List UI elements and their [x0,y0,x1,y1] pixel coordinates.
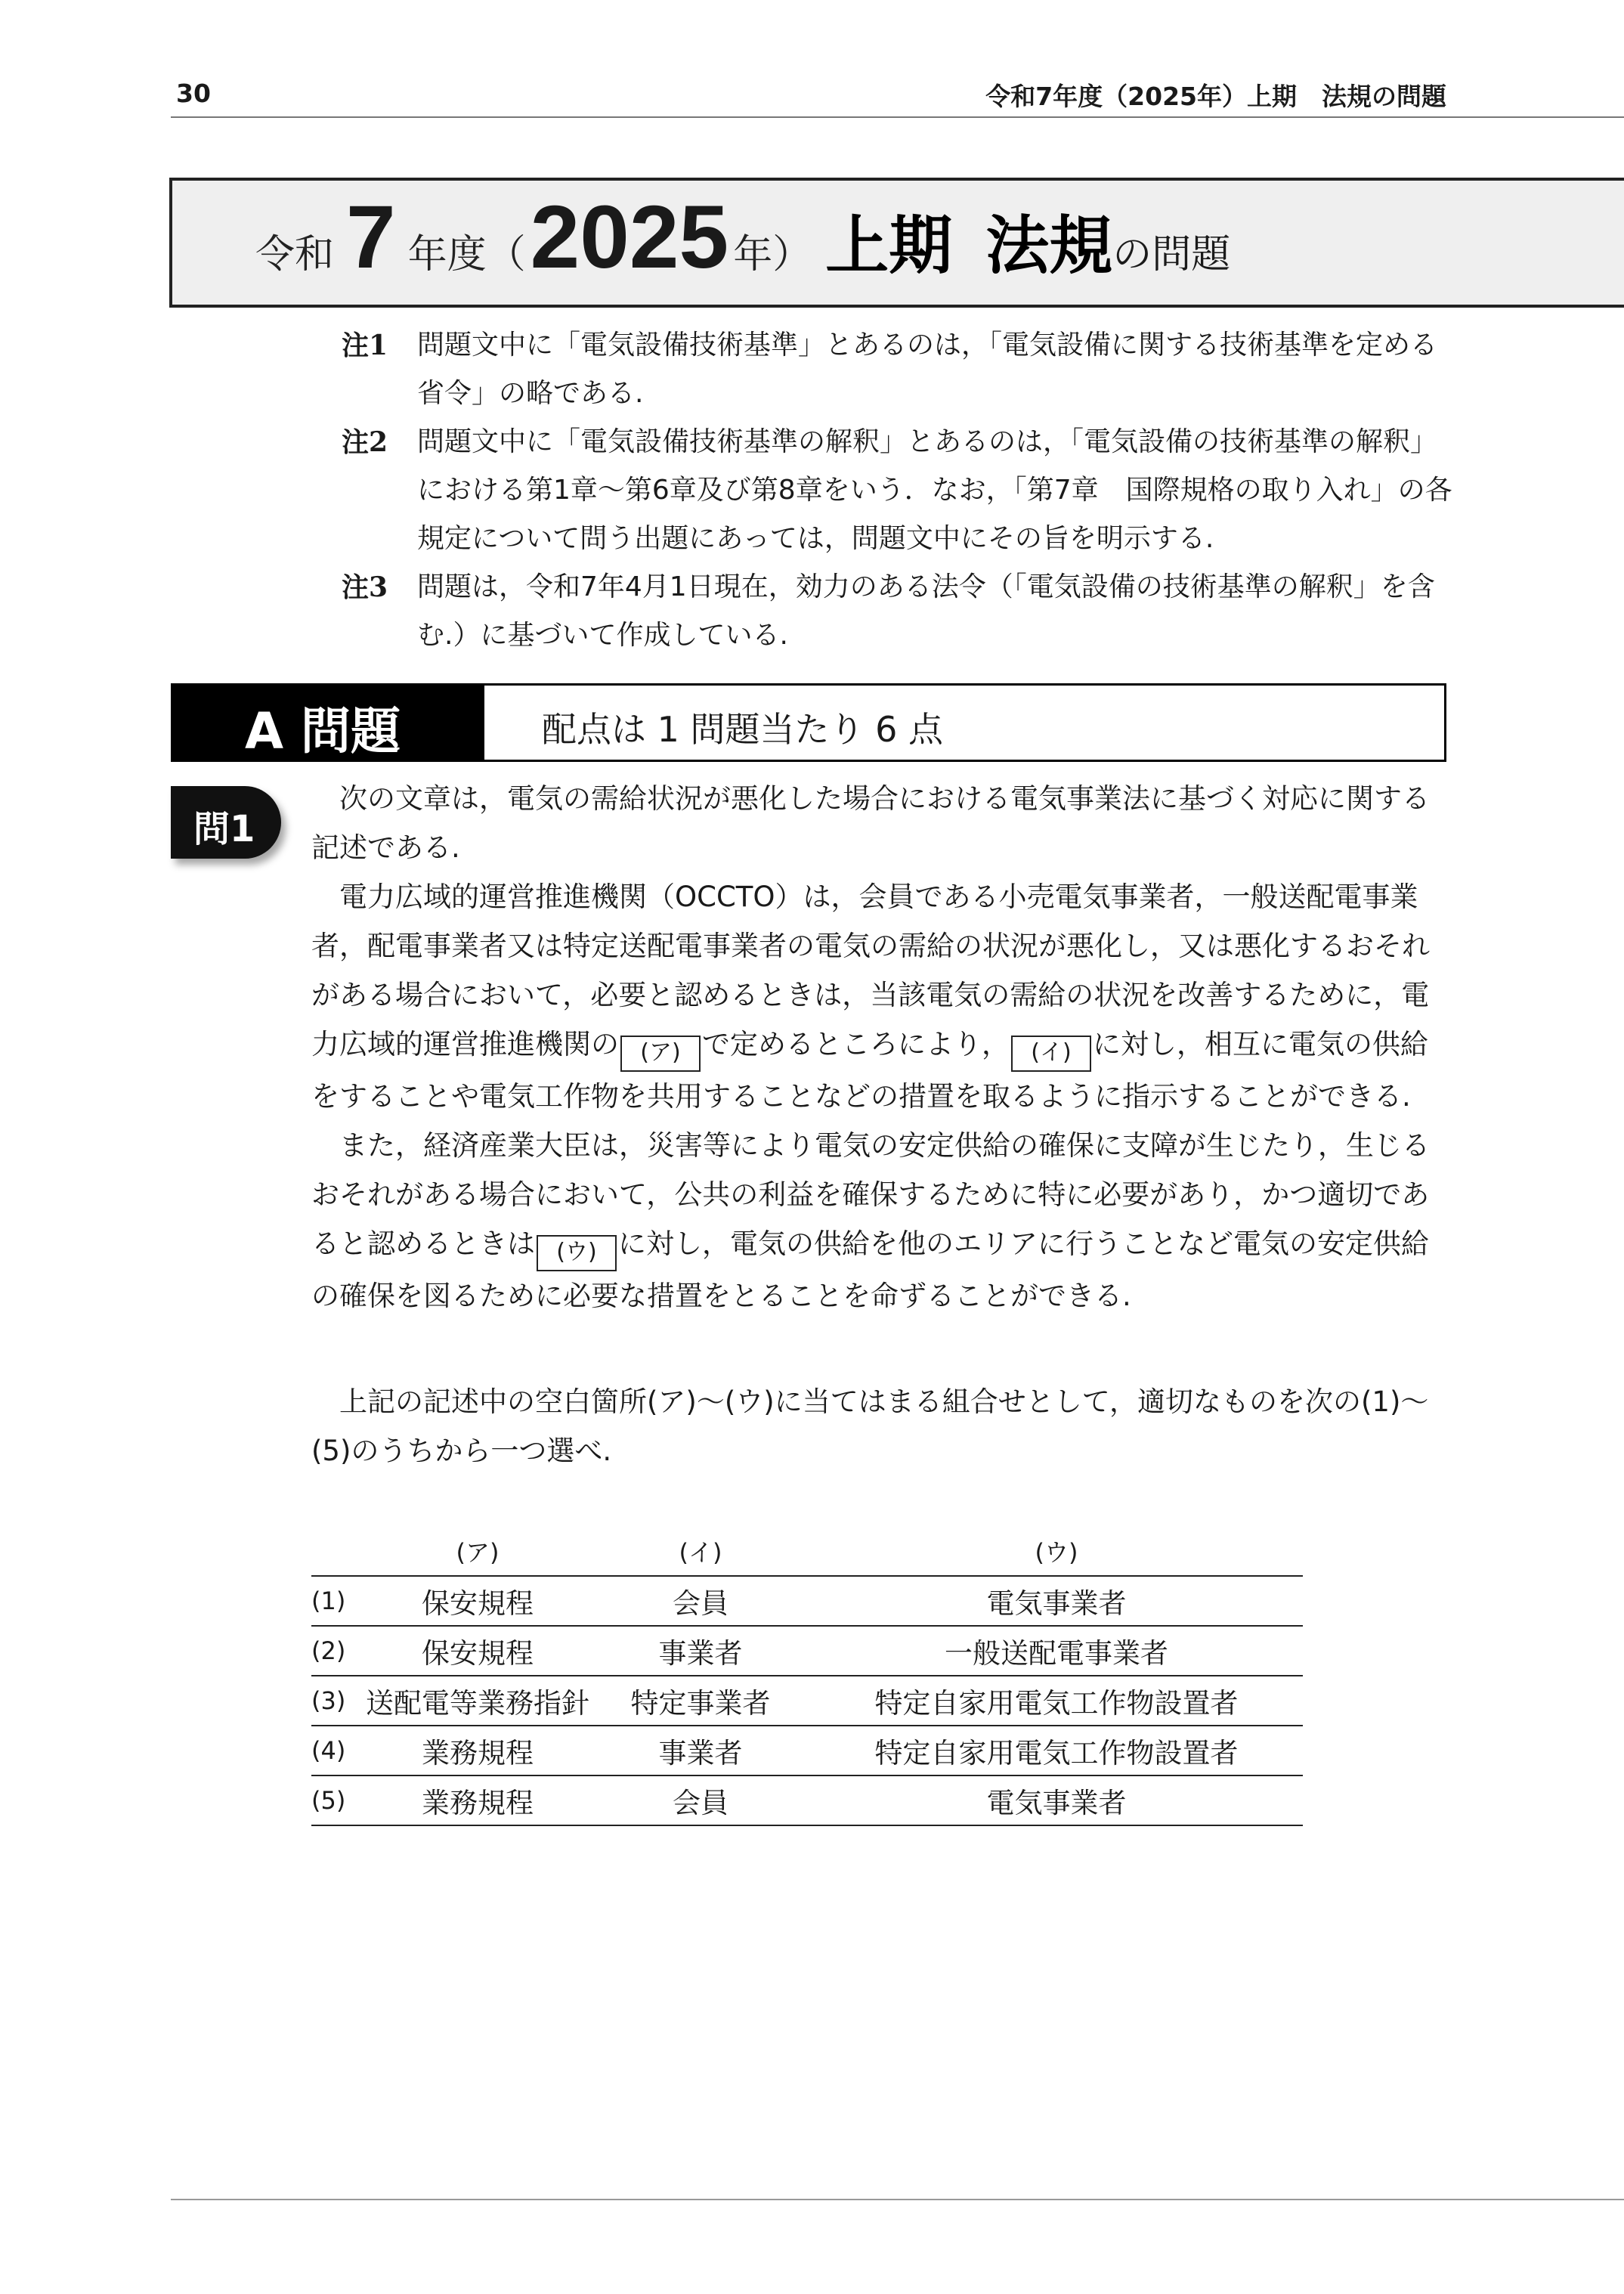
table-header-i: (イ) [679,1538,722,1567]
question-badge [171,786,281,859]
para2-part-a: 電力広域的運営推進機関（OCCTO）は，会員である小売電気事業者，一般送配電事業者，配電事業者又は特定送配電事業者の電気の需給の状況が悪化し，又は悪化するおそれがある場合において，必要と認めるときは，当該電気の需給の状況を改善するために，電力広域的運営推進機関の [311,881,1430,1060]
para2-part-b: で定めるところにより， [702,1028,1010,1060]
table-row [311,1676,1303,1726]
choice-number: (2) [311,1626,364,1676]
question-paragraph-2 [311,872,1445,1121]
table-header-a: (ア) [456,1538,500,1567]
choice-u: 特定自家用電気工作物設置者 [810,1676,1303,1726]
banner-year-num: 7 [346,187,396,287]
choice-i: 事業者 [591,1626,810,1676]
table-row [311,1576,1303,1626]
blank-box-a: (ア) [620,1036,701,1072]
banner-kamiki: 上期 [825,209,953,283]
note-text: 問題文中に「電気設備技術基準の解釈」とあるのは，「電気設備の技術基準の解釈」における第1章～第6章及び第8章をいう．なお，「第7章 国際規格の取り入れ」の各規定について問う出題にあっては，問題文中にその旨を明示する. [417,426,1452,554]
choice-u: 一般送配電事業者 [810,1626,1303,1676]
choice-number: (5) [311,1775,364,1825]
table-row [311,1775,1303,1825]
chapter-banner [169,178,1624,308]
choice-i: 事業者 [591,1726,810,1775]
page-number: 30 [176,79,211,108]
blank-box-u: (ウ) [537,1235,617,1271]
table-header-u: (ウ) [1035,1538,1078,1567]
question-body [311,774,1445,1320]
choice-number: (3) [311,1676,364,1726]
note-label: 注2 [342,426,388,458]
question-instruction-block [311,1377,1445,1475]
note-label: 注3 [342,571,388,603]
para3-part-a: また，経済産業大臣は，災害等により電気の安定供給の確保に支障が生じたり，生じるおそれがある場合において，公共の利益を確保するために特に必要があり，かつ適切であると認めるときは [311,1129,1430,1260]
notes-list [342,321,1452,660]
note-text: 問題は，令和7年4月1日現在，効力のある法令（「電気設備の技術基準の解釈」を含む.）に基づいて作成している. [417,571,1435,651]
choice-number: (4) [311,1726,364,1775]
para2-part-c: に対し，相互に電気の供給をすることや電気工作物を共用することなどの措置を取るように指示することができる. [311,1028,1428,1113]
banner-no-mondai: の問題 [1112,232,1231,277]
note-text: 問題文中に「電気設備技術基準」とあるのは，「電気設備に関する技術基準を定める省令」の略である. [417,330,1438,409]
question-instruction: 上記の記述中の空白箇所(ア)～(ウ)に当てはまる組合せとして，適切なものを次の(1)～(5)のうちから一つ選べ. [311,1385,1429,1467]
choice-u: 電気事業者 [810,1775,1303,1825]
header-rule [171,116,1624,118]
question-intro: 次の文章は，電気の需給状況が悪化した場合における電気事業法に基づく対応に関する記述である. [311,782,1430,864]
banner-hoki: 法規 [985,209,1113,283]
section-title: A 問題 [245,702,401,760]
question-paragraph-3 [311,1121,1445,1320]
choice-i: 会員 [591,1576,810,1626]
section-description-box [482,683,1446,762]
note-item [342,563,1452,660]
choice-a: 保安規程 [364,1576,591,1626]
choice-a: 送配電等業務指針 [364,1676,591,1726]
table-header-num [311,1527,364,1576]
question-number: 問1 [193,808,255,850]
choice-u: 電気事業者 [810,1576,1303,1626]
banner-year: 2025 [530,187,729,287]
choice-i: 特定事業者 [591,1676,810,1726]
table-header-row [311,1527,1303,1576]
table-row [311,1726,1303,1775]
section-title-box [171,683,484,762]
banner-nen: 年） [733,232,812,277]
choice-number: (1) [311,1576,364,1626]
running-title: 令和7年度（2025年）上期 法規の問題 [985,82,1446,111]
table-row [311,1626,1303,1676]
banner-nendo: 年度（ [407,232,526,277]
banner-title [255,187,1231,287]
banner-reiwa: 令和 [255,232,335,277]
choice-a: 業務規程 [364,1775,591,1825]
answer-choices-table [311,1527,1303,1826]
choice-a: 保安規程 [364,1626,591,1676]
footer-rule [171,2199,1624,2200]
section-description: 配点は 1 問題当たり 6 点 [542,709,944,750]
note-item [342,418,1452,563]
note-label: 注1 [342,330,388,361]
choice-u: 特定自家用電気工作物設置者 [810,1726,1303,1775]
note-item [342,321,1452,418]
para3-part-b: に対し，電気の供給を他のエリアに行うことなど電気の安定供給の確保を図るために必要な措置をとることを命ずることができる. [311,1227,1429,1312]
choice-a: 業務規程 [364,1726,591,1775]
blank-box-i: (イ) [1011,1036,1091,1072]
choice-i: 会員 [591,1775,810,1825]
